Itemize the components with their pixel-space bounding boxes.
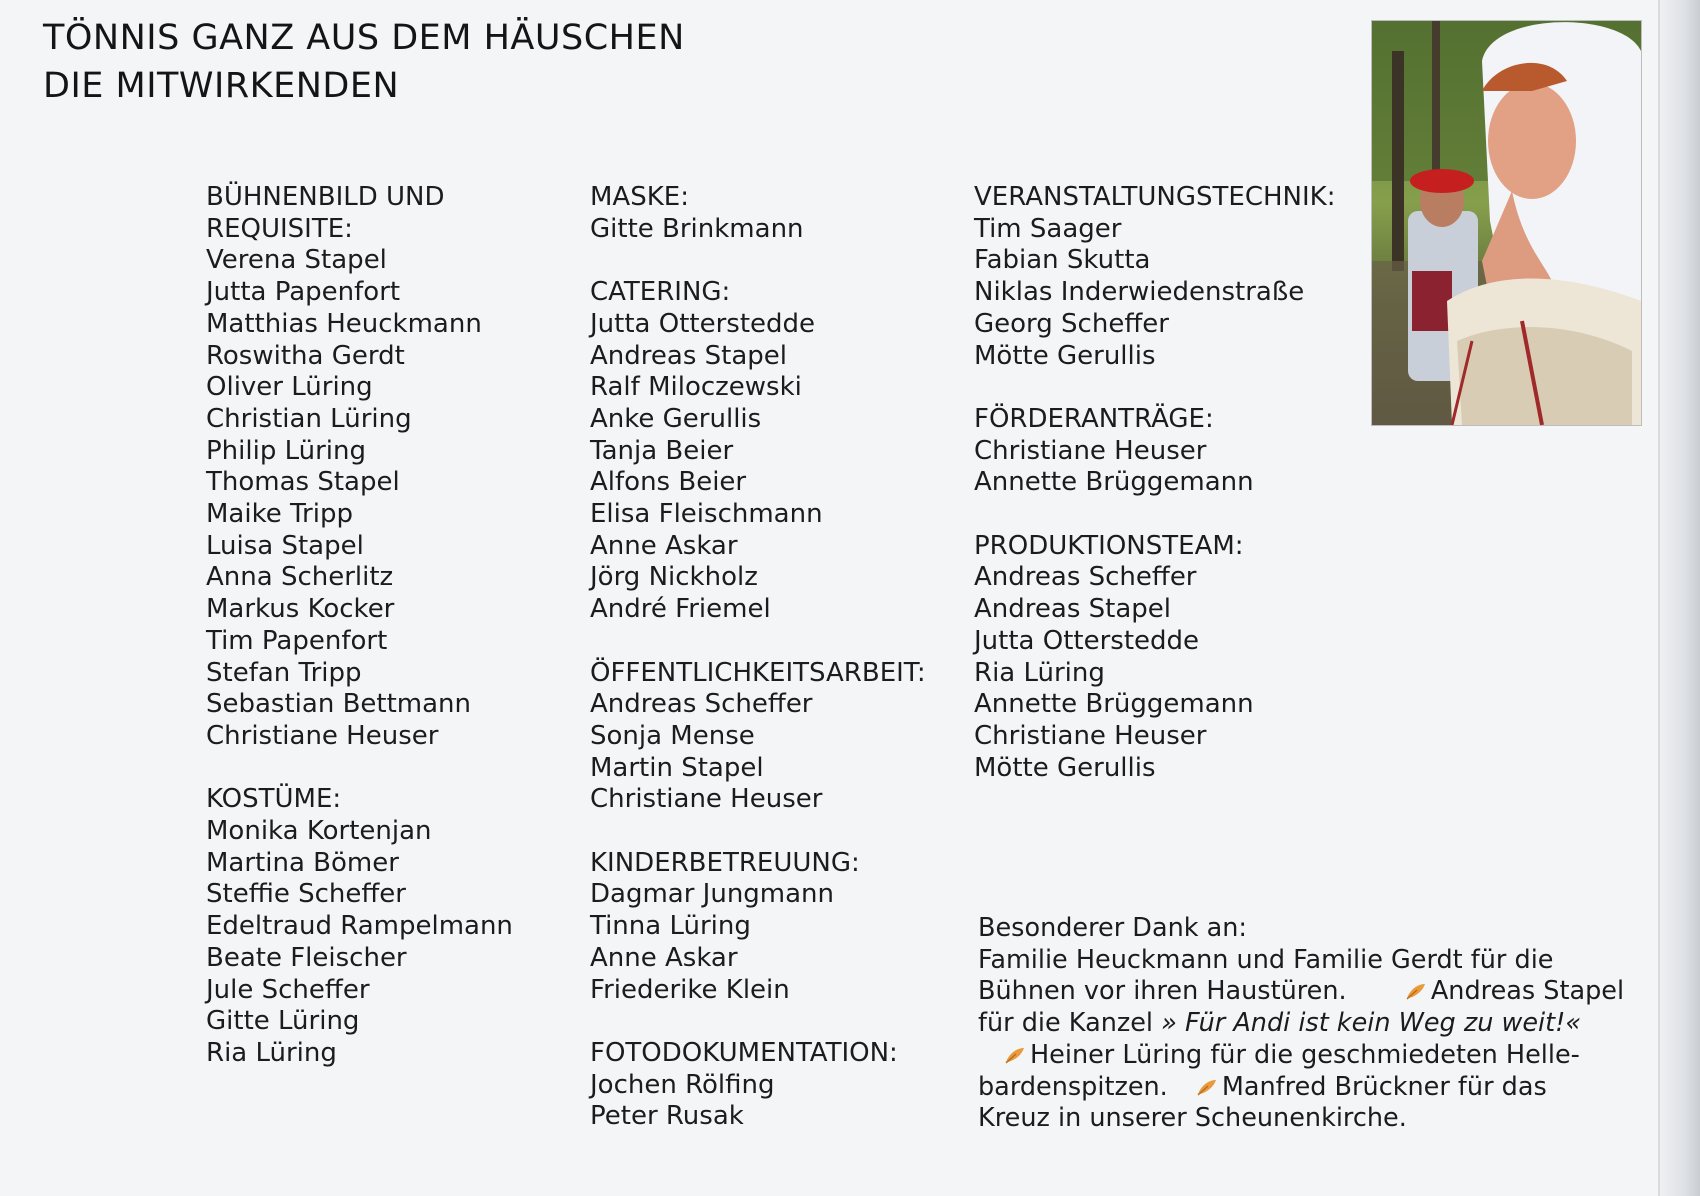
person-name: Stefan Tripp — [206, 657, 362, 688]
person-name: Steffie Scheffer — [206, 879, 406, 910]
feather-icon — [1196, 1078, 1218, 1096]
person-name: Anne Askar — [590, 942, 738, 973]
section-heading: ÖFFENTLICHKEITSARBEIT: — [590, 657, 926, 688]
section-heading: VERANSTALTUNGSTECHNIK: — [974, 182, 1336, 212]
thanks-text: für die Kanzel — [978, 1008, 1162, 1039]
person-name: Anna Scherlitz — [206, 562, 394, 593]
person-name: Verena Stapel — [206, 245, 387, 276]
person-name: Fabian Skutta — [974, 245, 1151, 276]
person-name: Beate Fleischer — [206, 942, 407, 973]
page-title — [43, 14, 685, 110]
person-name: Jörg Nickholz — [590, 562, 758, 593]
section-catering — [590, 277, 950, 626]
thanks-text: Andreas Stapel — [1430, 976, 1625, 1007]
section-maske — [590, 182, 950, 245]
page-edge — [1660, 0, 1700, 1196]
person-name: Christiane Heuser — [206, 720, 439, 751]
section-veranstaltungstechnik — [974, 182, 1354, 372]
section-heading: BÜHNENBILD UND — [206, 182, 445, 212]
person-name: Philip Lüring — [206, 435, 366, 466]
feather-icon — [1004, 1046, 1026, 1064]
section-kinderbetreuung — [590, 848, 950, 1007]
name-list — [974, 562, 1354, 784]
person-name: Monika Kortenjan — [206, 816, 432, 847]
person-name: Ria Lüring — [974, 657, 1105, 688]
person-name: Roswitha Gerdt — [206, 340, 405, 371]
thanks-heading: Besonderer Dank an: — [978, 913, 1247, 943]
person-name: Ria Lüring — [206, 1037, 337, 1068]
person-name: Tanja Beier — [590, 435, 734, 466]
person-name: Anke Gerullis — [590, 403, 762, 434]
photo-costumed-woman — [1371, 20, 1642, 426]
name-list — [590, 879, 950, 1006]
section-fotodokumentation — [590, 1038, 950, 1133]
person-name: Mötte Gerullis — [974, 340, 1156, 371]
section-heading: REQUISITE: — [206, 213, 353, 244]
person-name: Alfons Beier — [590, 467, 747, 498]
person-name: Maike Tripp — [206, 499, 353, 530]
thanks-line — [978, 1072, 1618, 1104]
person-name: Matthias Heuckmann — [206, 308, 482, 339]
column-2 — [590, 182, 950, 1165]
section-heading: MASKE: — [590, 182, 689, 212]
person-name: Edeltraud Rampelmann — [206, 911, 513, 942]
person-name: Niklas Inderwiedenstraße — [974, 277, 1305, 308]
column-3 — [974, 182, 1354, 816]
name-list — [590, 214, 950, 246]
person-name: Annette Brüggemann — [974, 467, 1254, 498]
person-name: Peter Rusak — [590, 1101, 744, 1132]
person-name: Ralf Miloczewski — [590, 372, 802, 403]
special-thanks — [978, 913, 1625, 1135]
person-name: Thomas Stapel — [206, 467, 400, 498]
section-heading: PRODUKTIONSTEAM: — [974, 530, 1244, 561]
name-list — [206, 245, 566, 752]
person-name: Gitte Lüring — [206, 1006, 360, 1037]
person-name: Elisa Fleischmann — [590, 499, 823, 530]
person-name: Christiane Heuser — [974, 720, 1207, 751]
title-line-2: DIE MITWIRKENDEN — [43, 66, 400, 106]
person-name: Markus Kocker — [206, 594, 395, 625]
thanks-line: Kreuz in unserer Scheunenkirche. — [978, 1103, 1407, 1134]
thanks-line: Familie Heuckmann und Familie Gerdt für die — [978, 944, 1554, 975]
person-name: Andreas Scheffer — [974, 562, 1197, 593]
person-name: Christiane Heuser — [974, 435, 1207, 466]
person-name: Tim Papenfort — [206, 625, 388, 656]
section-heading: KOSTÜME: — [206, 784, 342, 815]
section-oeffentlichkeitsarbeit — [590, 658, 950, 817]
person-name: Jochen Rölfing — [590, 1069, 775, 1100]
person-name: Georg Scheffer — [974, 308, 1169, 339]
person-name: Annette Brüggemann — [974, 689, 1254, 720]
thanks-text: Manfred Brückner für das — [1221, 1071, 1547, 1102]
person-name: Tinna Lüring — [590, 911, 751, 942]
person-name: Dagmar Jungmann — [590, 879, 835, 910]
section-buehnenbild — [206, 182, 566, 753]
person-name: Friederike Klein — [590, 974, 790, 1005]
feather-icon — [1405, 982, 1427, 1000]
person-name: Tim Saager — [974, 213, 1122, 244]
title-line-1: TÖNNIS GANZ AUS DEM HÄUSCHEN — [43, 18, 685, 58]
person-name: Jule Scheffer — [206, 974, 370, 1005]
name-list — [590, 689, 950, 816]
column-1 — [206, 182, 566, 1101]
section-heading: CATERING: — [590, 277, 731, 308]
thanks-text: Heiner Lüring für die geschmiedeten Helle- — [1030, 1039, 1580, 1070]
person-name: Jutta Papenfort — [206, 277, 401, 308]
person-name: Anne Askar — [590, 530, 738, 561]
section-produktionsteam — [974, 531, 1354, 785]
person-name: Andreas Stapel — [590, 340, 787, 371]
thanks-line — [978, 1040, 1618, 1072]
person-name: Oliver Lüring — [206, 372, 373, 403]
thanks-text: Bühnen vor ihren Haustüren. — [978, 976, 1347, 1007]
person-name: Jutta Otterstedde — [974, 625, 1200, 656]
thanks-line — [978, 1008, 1618, 1040]
person-name: Gitte Brinkmann — [590, 213, 804, 244]
section-heading: FOTODOKUMENTATION: — [590, 1037, 898, 1068]
person-name: Mötte Gerullis — [974, 752, 1156, 783]
person-name: Jutta Otterstedde — [590, 308, 816, 339]
section-heading: KINDERBETREUUNG: — [590, 847, 860, 878]
name-list — [590, 1070, 950, 1133]
name-list — [206, 816, 566, 1070]
person-name: Andreas Stapel — [974, 594, 1171, 625]
person-name: Martina Bömer — [206, 847, 399, 878]
thanks-text: bardenspitzen. — [978, 1071, 1168, 1102]
name-list — [974, 436, 1354, 499]
thanks-line — [978, 976, 1625, 1008]
person-name: Andreas Scheffer — [590, 689, 813, 720]
section-kostueme — [206, 784, 566, 1069]
person-name: Sebastian Bettmann — [206, 689, 472, 720]
name-list — [590, 309, 950, 626]
person-name: André Friemel — [590, 594, 771, 625]
section-heading: FÖRDERANTRÄGE: — [974, 403, 1214, 434]
person-name: Christian Lüring — [206, 403, 412, 434]
section-foerderantraege — [974, 404, 1354, 499]
name-list — [974, 214, 1354, 373]
person-name: Luisa Stapel — [206, 530, 364, 561]
thanks-quote: » Für Andi ist kein Weg zu weit!« — [1161, 1008, 1582, 1039]
person-name: Sonja Mense — [590, 720, 755, 751]
person-name: Martin Stapel — [590, 752, 764, 783]
person-name: Christiane Heuser — [590, 784, 823, 815]
